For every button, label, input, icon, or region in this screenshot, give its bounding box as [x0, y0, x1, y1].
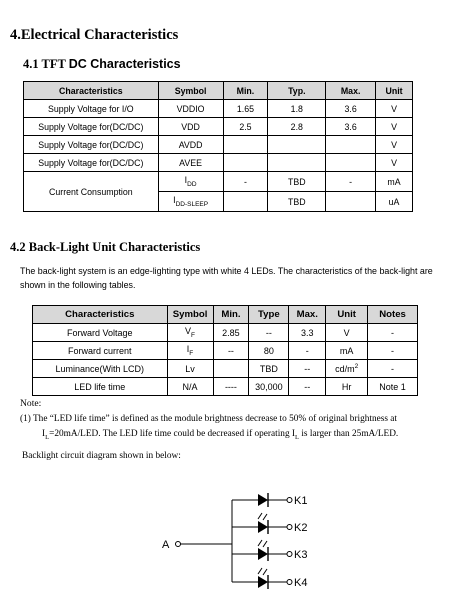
table-cell: - — [368, 324, 418, 342]
note-sub: L — [295, 433, 300, 441]
table-cell: mA — [326, 342, 368, 360]
table-cell: 2.8 — [268, 118, 326, 136]
note-sub: L — [45, 433, 50, 441]
table-cell: AVEE — [158, 154, 223, 172]
note-1-line-1: (1) The “LED life time” is defined as the module brightness decrease to 50% of original brightness at — [20, 414, 398, 424]
table-cell: TBD — [268, 192, 326, 212]
table-cell: V — [326, 324, 368, 342]
symbol-main: V — [185, 326, 192, 337]
symbol-main: N/A — [182, 381, 198, 392]
led-4 — [232, 568, 292, 589]
table-cell: -- — [289, 378, 326, 396]
table-cell: TBD — [249, 360, 289, 378]
led-3 — [232, 540, 292, 561]
anode-label: A — [162, 539, 170, 551]
table-cell: -- — [249, 324, 289, 342]
table-cell: ---- — [213, 378, 249, 396]
table-cell: 2.5 — [223, 118, 268, 136]
circuit-caption: Backlight circuit diagram shown in below: — [22, 451, 181, 461]
symbol-main: I — [184, 175, 188, 186]
header-cell: Symbol — [167, 306, 213, 324]
led-2 — [232, 513, 292, 534]
table-cell: 3.6 — [326, 100, 376, 118]
symbol-main: I — [186, 344, 190, 355]
header-cell: Max. — [289, 306, 326, 324]
header-cell: Notes — [368, 306, 418, 324]
table-cell: Note 1 — [368, 378, 418, 396]
table-cell: Hr — [326, 378, 368, 396]
header-cell: Characteristics — [24, 82, 159, 100]
header-cell: Unit — [376, 82, 413, 100]
table-cell: VDDIO — [158, 100, 223, 118]
section-heading-backlight: 4.2 Back-Light Unit Characteristics — [10, 240, 201, 254]
table-cell: -- — [213, 342, 249, 360]
table-cell: Current Consumption — [24, 172, 159, 212]
cathode-label-k4: K4 — [294, 577, 308, 589]
table-cell: 2.85 — [213, 324, 249, 342]
anode-terminal — [176, 542, 181, 547]
table-cell: 30,000 — [249, 378, 289, 396]
table-cell: Supply Voltage for I/O — [24, 100, 159, 118]
table-cell: 80 — [249, 342, 289, 360]
table-cell: Luminance(With LCD) — [33, 360, 168, 378]
table-cell: Supply Voltage for(DC/DC) — [24, 154, 159, 172]
symbol-main: Lv — [185, 363, 195, 374]
header-cell: Characteristics — [33, 306, 168, 324]
table-cell: Supply Voltage for(DC/DC) — [24, 118, 159, 136]
table-cell: - — [368, 360, 418, 378]
symbol-sub: F — [189, 349, 194, 357]
cathode-label-k3: K3 — [294, 549, 308, 561]
symbol-main: I — [173, 195, 176, 206]
table-cell: Forward current — [33, 342, 168, 360]
table-cell: - — [368, 342, 418, 360]
table-cell: -- — [289, 360, 326, 378]
table-cell: V — [376, 154, 413, 172]
cathode-label-k2: K2 — [294, 522, 308, 534]
note-text: is larger than 25mA/LED. — [299, 429, 399, 439]
table-cell: mA — [376, 172, 413, 192]
header-cell: Symbol — [158, 82, 223, 100]
section-heading-electrical: 4.Electrical Characteristics — [10, 27, 179, 43]
table-cell: 3.3 — [289, 324, 326, 342]
unit-main: cd/m — [335, 364, 355, 374]
symbol-sub: F — [191, 331, 196, 339]
table-cell: V — [376, 118, 413, 136]
heading-tft-prefix: 4.1 TFT — [23, 57, 69, 71]
header-cell: Min. — [223, 82, 268, 100]
table-cell: LED life time — [33, 378, 168, 396]
header-cell: Typ. — [268, 82, 326, 100]
table-cell: uA — [376, 192, 413, 212]
header-cell: Type — [249, 306, 289, 324]
table-cell: 1.8 — [268, 100, 326, 118]
table-cell: 1.65 — [223, 100, 268, 118]
table-cell: - — [326, 172, 376, 192]
symbol-sub: DD — [187, 180, 197, 188]
table-cell: - — [289, 342, 326, 360]
header-cell: Min. — [213, 306, 249, 324]
note-text: =20mA/LED. The LED life time could be decreased if operating I — [49, 429, 296, 439]
table-cell: Supply Voltage for(DC/DC) — [24, 136, 159, 154]
note-text: I — [42, 429, 46, 439]
table-cell: V — [376, 136, 413, 154]
note-title: Note: — [20, 398, 42, 409]
backlight-intro-paragraph: The back-light system is an edge-lighting type with white 4 LEDs. The characteristics of the back-light are shown in the following tables. — [20, 266, 433, 290]
table-cell: AVDD — [158, 136, 223, 154]
header-cell: Unit — [326, 306, 368, 324]
header-cell: Max. — [326, 82, 376, 100]
table-cell: 3.6 — [326, 118, 376, 136]
heading-tft-suffix: DC Characteristics — [68, 57, 181, 71]
table-cell: - — [223, 172, 268, 192]
symbol-sub: DD-SLEEP — [175, 200, 209, 208]
led-1 — [232, 493, 292, 507]
cathode-label-k1: K1 — [294, 495, 308, 507]
table-cell: V — [376, 100, 413, 118]
table-cell: Forward Voltage — [33, 324, 168, 342]
table-cell: VDD — [158, 118, 223, 136]
unit-sup: 2 — [354, 363, 359, 370]
table-cell: TBD — [268, 172, 326, 192]
